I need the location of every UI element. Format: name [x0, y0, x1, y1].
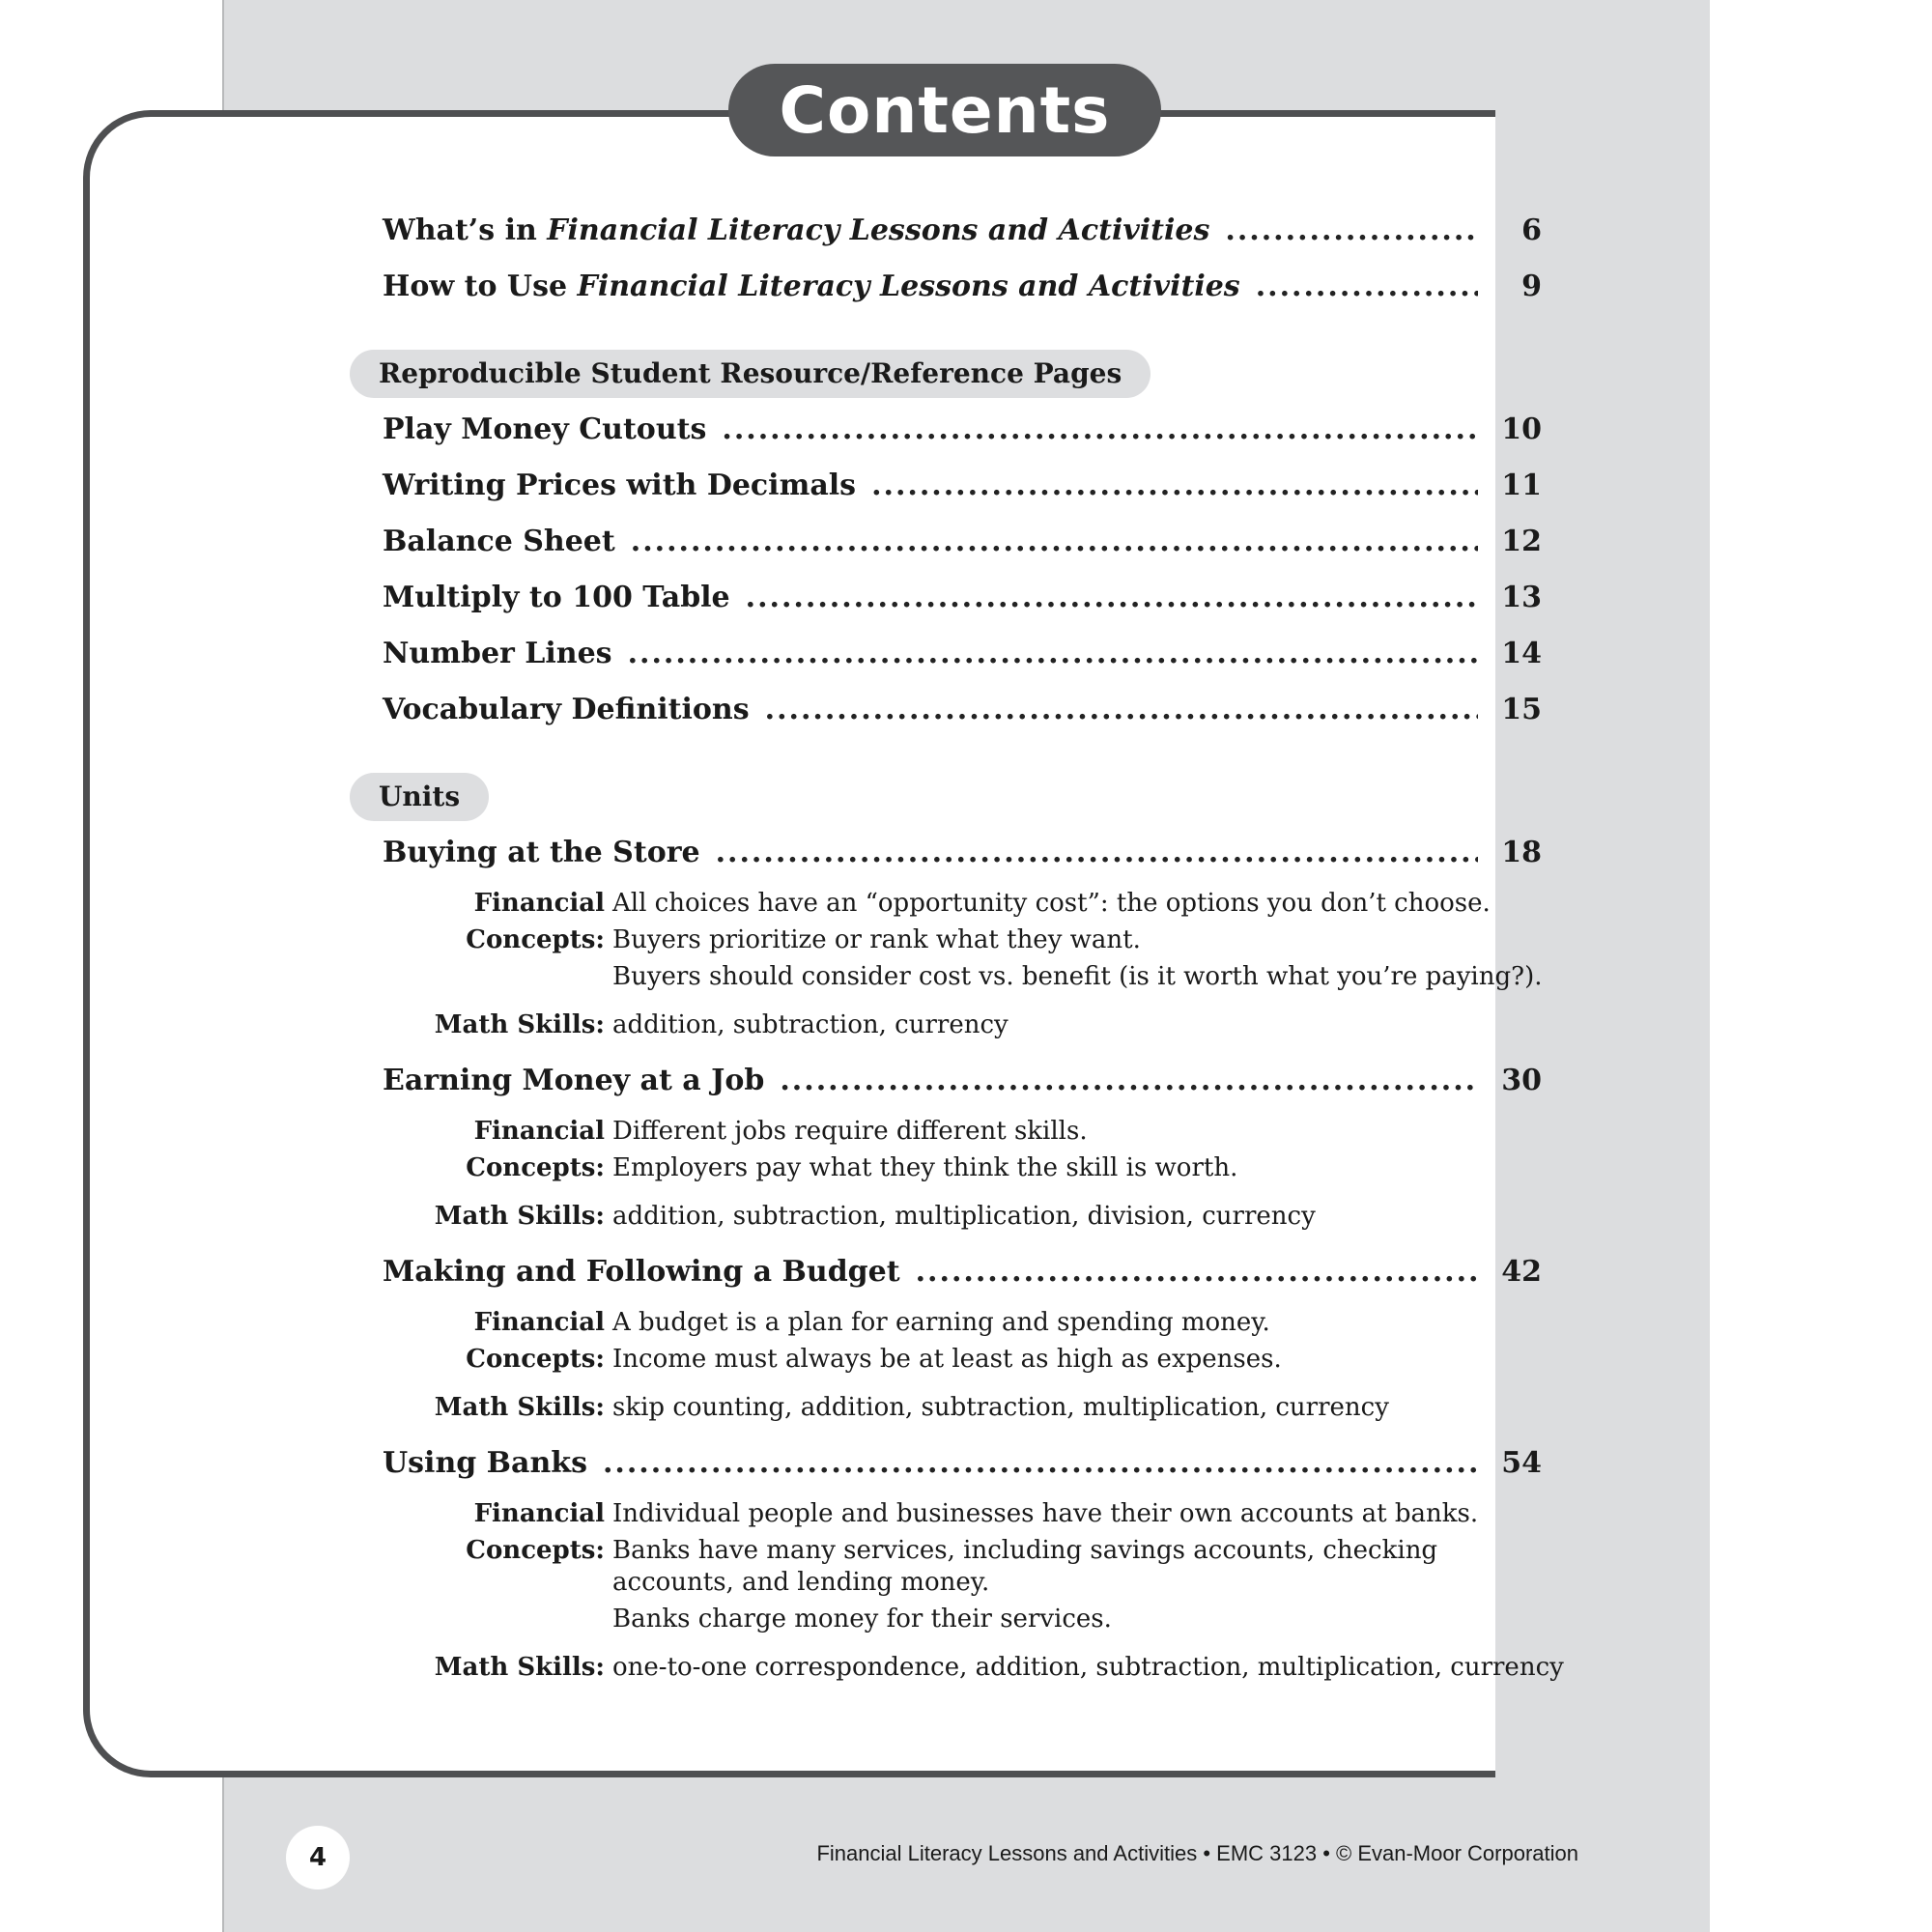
toc-page-number: 18 [1501, 836, 1542, 869]
leader-dots [631, 514, 1478, 570]
toc-entry-label: Vocabulary Definitions [383, 693, 750, 726]
concept-line: Banks charge money for their services. [612, 1605, 1112, 1634]
math-skills-label: Math Skills: [434, 1202, 605, 1231]
toc-entry-unit[interactable] [383, 1053, 1542, 1109]
toc-page-number: 12 [1501, 525, 1542, 558]
toc-entry-unit[interactable] [383, 825, 1542, 881]
concept-line: A budget is a plan for earning and spending money. [612, 1308, 1270, 1337]
leader-dots [716, 825, 1478, 881]
unit-details [383, 1304, 1542, 1426]
toc-entry-label: How to Use Financial Literacy Lessons and Activities [383, 270, 1240, 303]
page-number-badge: 4 [286, 1826, 350, 1889]
math-skills-label: Math Skills: [434, 1393, 605, 1422]
concept-line: Employers pay what they think the skill is worth. [612, 1153, 1238, 1182]
concept-line: Different jobs require different skills. [612, 1117, 1088, 1146]
financial-concepts-label: Financial Concepts: [466, 889, 605, 954]
leader-dots [722, 402, 1478, 458]
toc-page-number: 6 [1521, 213, 1542, 247]
toc-page-number: 10 [1501, 412, 1542, 446]
toc-page-number: 11 [1501, 469, 1542, 502]
leader-dots [765, 682, 1478, 738]
unit-details [383, 1495, 1564, 1686]
skills-line: one-to-one correspondence, addition, subtraction, multiplication, currency [612, 1653, 1564, 1682]
toc-entry-unit[interactable] [383, 1244, 1542, 1300]
leader-dots [871, 458, 1478, 514]
concept-line: Buyers should consider cost vs. benefit (is it worth what you’re paying?). [612, 962, 1543, 991]
toc-entry-unit[interactable] [383, 1435, 1542, 1492]
math-skills-label: Math Skills: [434, 1653, 605, 1682]
toc-entry-label: Buying at the Store [383, 836, 700, 869]
toc-page-number: 15 [1501, 693, 1542, 726]
leader-dots [628, 626, 1478, 682]
toc-entry-label: Number Lines [383, 637, 612, 670]
skills-line: skip counting, addition, subtraction, multiplication, currency [612, 1393, 1389, 1422]
concept-line: Banks have many services, including savings accounts, checking accounts, and lending money. [612, 1536, 1438, 1597]
concept-line: Income must always be at least as high as expenses. [612, 1345, 1282, 1374]
toc-entry[interactable] [383, 458, 1542, 514]
concept-line: Buyers prioritize or rank what they want. [612, 925, 1141, 954]
leader-dots [1256, 259, 1478, 315]
toc-entry[interactable] [383, 514, 1542, 570]
toc-entry-label: Play Money Cutouts [383, 412, 707, 446]
concept-line: Individual people and businesses have their own accounts at banks. [612, 1499, 1479, 1528]
toc-entry-how-to-use[interactable] [383, 259, 1542, 315]
footer-credit: Financial Literacy Lessons and Activities • EMC 3123 • © Evan-Moor Corporation [816, 1841, 1578, 1865]
toc-entry-whats-in[interactable] [383, 203, 1542, 259]
financial-concepts-label: Financial Concepts: [466, 1308, 605, 1374]
toc-page-number: 13 [1501, 581, 1542, 614]
toc-page-number: 54 [1501, 1446, 1542, 1480]
concept-line: All choices have an “opportunity cost”: the options you don’t choose. [612, 889, 1491, 918]
page-title: Contents [728, 64, 1161, 156]
leader-dots [916, 1244, 1478, 1300]
toc-page-number: 42 [1501, 1255, 1542, 1289]
skills-line: addition, subtraction, multiplication, division, currency [612, 1202, 1316, 1231]
skills-line: addition, subtraction, currency [612, 1010, 1009, 1039]
toc-entry-label: Making and Following a Budget [383, 1255, 900, 1289]
toc-entry[interactable] [383, 570, 1542, 626]
toc-entry[interactable] [383, 626, 1542, 682]
toc-page-number: 30 [1501, 1064, 1542, 1097]
toc-entry[interactable] [383, 402, 1542, 458]
toc-entry[interactable] [383, 682, 1542, 738]
financial-concepts-label: Financial Concepts: [466, 1499, 605, 1565]
financial-concepts-label: Financial Concepts: [466, 1117, 605, 1182]
math-skills-label: Math Skills: [434, 1010, 605, 1039]
toc-page-number: 9 [1521, 270, 1542, 303]
toc-entry-label: Writing Prices with Decimals [383, 469, 857, 502]
unit-details [383, 885, 1542, 1043]
toc-entry-label: Balance Sheet [383, 525, 615, 558]
toc-page-number: 14 [1501, 637, 1542, 670]
toc-entry-label: Multiply to 100 Table [383, 581, 730, 614]
leader-dots [603, 1435, 1478, 1492]
section-label-resources: Reproducible Student Resource/Reference Pages [350, 350, 1151, 398]
section-label-units: Units [350, 773, 489, 821]
toc-entry-label: What’s in Financial Literacy Lessons and Activities [383, 213, 1210, 247]
leader-dots [780, 1053, 1478, 1109]
toc-entry-label: Using Banks [383, 1446, 587, 1480]
table-of-contents [379, 203, 1564, 1686]
toc-entry-label: Earning Money at a Job [383, 1064, 765, 1097]
unit-details [383, 1113, 1542, 1235]
leader-dots [1225, 203, 1478, 259]
leader-dots [746, 570, 1478, 626]
